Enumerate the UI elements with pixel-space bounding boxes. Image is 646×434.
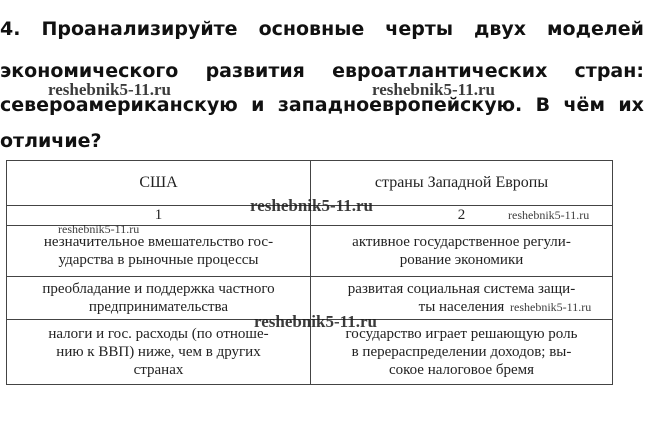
column-number: 1 xyxy=(7,206,311,226)
question-word: чём xyxy=(563,94,605,116)
cell-line: ты населения xyxy=(418,299,505,315)
question-line-1 xyxy=(0,18,644,40)
watermark: reshebnik5-11.ru xyxy=(48,80,171,99)
question-word: двух xyxy=(474,18,527,40)
question-word: основные xyxy=(258,18,365,40)
table-cell xyxy=(311,226,613,277)
cell-line: рование экономики xyxy=(399,252,524,268)
question-word: отличие? xyxy=(0,130,102,152)
question-word: черты xyxy=(385,18,454,40)
cell-line: сокое налоговое бремя xyxy=(388,362,535,378)
cell-line: преобладание и поддержка частного xyxy=(42,281,275,297)
cell-line: в перераспределении доходов; вы- xyxy=(351,344,572,360)
question-word: моделей xyxy=(547,18,644,40)
question-line-2 xyxy=(0,60,644,82)
cell-line: ударства в рыночные процессы xyxy=(58,252,259,268)
question-word: западноевропейскую. xyxy=(277,94,523,116)
cell-line: незначительное вмешательство гос- xyxy=(43,234,274,250)
question-word: и xyxy=(251,94,265,116)
question-line-4 xyxy=(0,130,644,152)
question-word: 4. xyxy=(0,18,21,40)
column-number: 2 xyxy=(311,206,613,226)
watermark: reshebnik5-11.ru xyxy=(58,222,140,236)
question-word: Проанализируйте xyxy=(41,18,238,40)
cell-line: развитая социальная система защи- xyxy=(347,281,576,297)
cell-line: налоги и гос. расходы (по отноше- xyxy=(48,326,269,342)
question-word: евроатлантических xyxy=(332,60,548,82)
watermark: reshebnik5-11.ru xyxy=(510,300,592,314)
question-word: стран: xyxy=(574,60,644,82)
watermark: reshebnik5-11.ru xyxy=(372,80,495,99)
header-western-europe: страны Западной Европы xyxy=(311,161,613,206)
question-word: развития xyxy=(205,60,305,82)
watermark: reshebnik5-11.ru xyxy=(250,196,373,215)
table-cell xyxy=(7,226,311,277)
question-word: североамериканскую xyxy=(0,94,238,116)
header-usa: США xyxy=(7,161,311,206)
comparison-table xyxy=(6,160,613,385)
cell-line: предпринимательства xyxy=(88,299,229,315)
question-word: их xyxy=(618,94,644,116)
watermark: reshebnik5-11.ru xyxy=(254,312,377,331)
question-word: экономического xyxy=(0,60,179,82)
cell-line: странах xyxy=(133,362,184,378)
question-word: В xyxy=(535,94,551,116)
cell-line: государство играет решающую роль xyxy=(345,326,578,342)
watermark: reshebnik5-11.ru xyxy=(508,208,590,222)
cell-line: активное государственное регули- xyxy=(352,234,571,250)
cell-line: нию к ВВП) ниже, чем в других xyxy=(56,344,261,360)
